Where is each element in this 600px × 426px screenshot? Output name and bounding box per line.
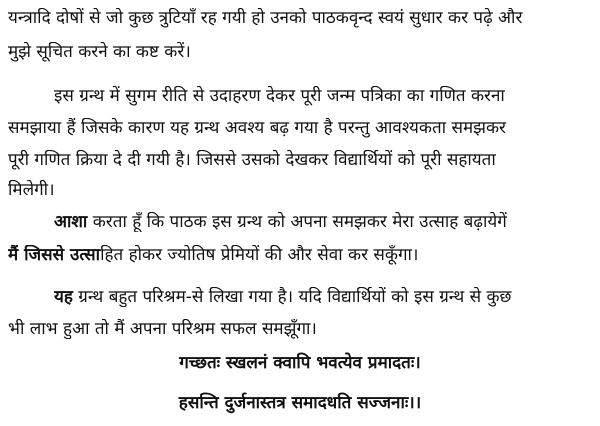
- verse-line-2: हसन्ति दुर्जनास्तत्र समादधति सज्जनाः।।: [178, 393, 422, 413]
- paragraph-2-line-3: पूरी गणित क्रिया दे दी गयी है। जिससे उसको देखकर विद्यार्थियों को पूरी सहायता: [8, 150, 496, 170]
- verse-line-1: गच्छतः स्खलनं क्वापि भवत्येव प्रमादतः।: [179, 353, 421, 373]
- paragraph-3-line-1-text: करता हूँ कि पाठक इस ग्रन्थ को अपना समझकर मेरा उत्साह बढ़ायेगें: [87, 212, 507, 232]
- paragraph-2-line-2: समझाया हैं जिसके कारण यह ग्रन्थ अवश्य बढ़ गया है परन्तु आवश्यकता समझकर: [8, 118, 506, 138]
- paragraph-1-line-2: मुझे सूचित करने का कष्ट करें।: [8, 42, 191, 62]
- paragraph-4-lead-bold: यह: [54, 287, 73, 307]
- paragraph-4-line-1-text: ग्रन्थ बहुत परिश्रम-से लिखा गया है। यदि विद्यार्थियों को इस ग्रन्थ से कुछ: [72, 287, 512, 307]
- paragraph-1-line-1: यन्त्रादि दोषों से जो कुछ त्रुटियाँ रह गयी हो उनको पाठकवृन्द स्वयं सुधार कर पढ़े और: [8, 8, 523, 28]
- paragraph-3-line-1: [54, 212, 594, 232]
- paragraph-2-line-4: मिलेगी।: [8, 180, 55, 200]
- paragraph-4-line-2: भी लाभ हुआ तो मैं अपना परिश्रम सफल समझूँगा।: [8, 319, 317, 339]
- paragraph-2-line-1: इस ग्रन्थ में सुगम रीति से उदाहरण देकर पूरी जन्म पत्रिका का गणित करना: [54, 86, 505, 106]
- paragraph-4-line-1: [54, 287, 594, 307]
- paragraph-3-line-2-text: हित होकर ज्योतिष प्रेमियों की और सेवा कर सकूँगा।: [100, 245, 419, 265]
- paragraph-3-line-2-bold: मैं जिससे उत्सा: [8, 245, 101, 265]
- paragraph-3-lead-bold: आशा: [54, 212, 88, 232]
- paragraph-3-line-2: [8, 245, 594, 265]
